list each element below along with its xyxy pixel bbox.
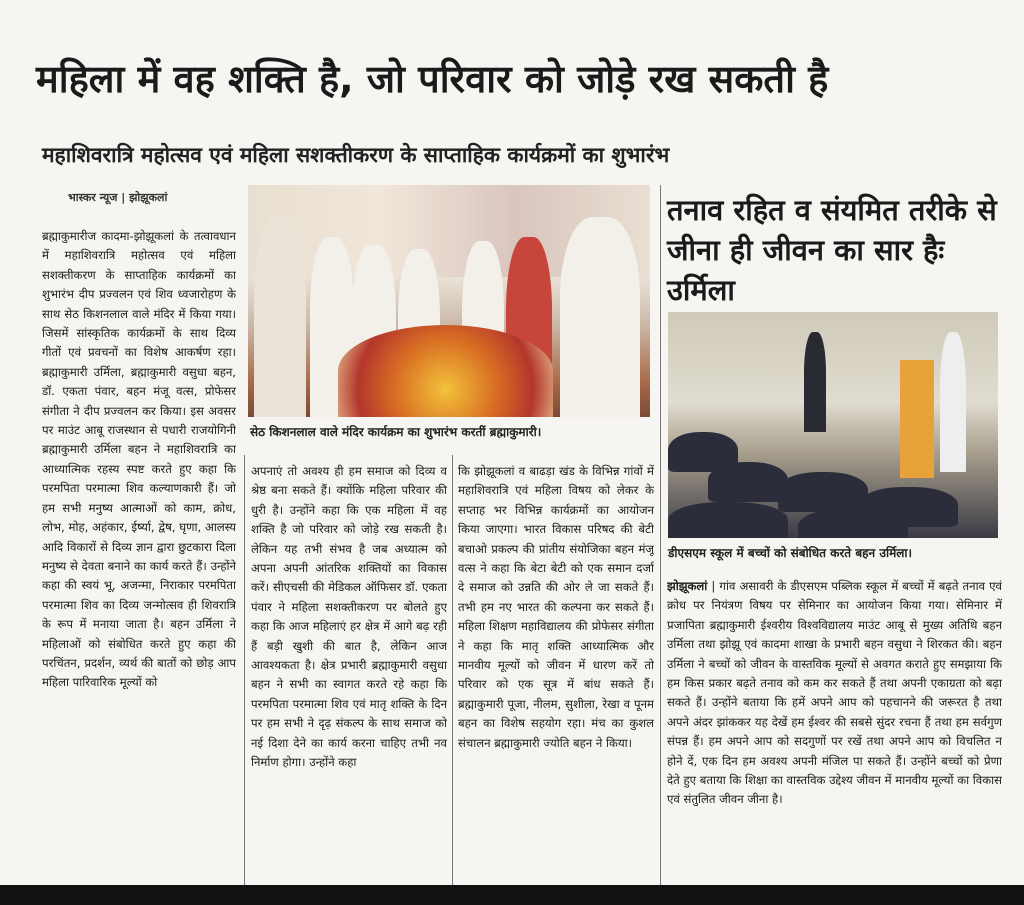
article-column-1: ब्रह्माकुमारीज कादमा-झोझूकलां के तत्वावधान में महाशिवरात्रि महोत्सव एवं महिला सशक्तीकरण के साप्ताहिक कार्यक्रमों का शुभारंभ दीप प्रज्वलन एवं शिव ध्वजारोहण के साथ सेठ किशनलाल वाले मंदिर में किया गया। जिसमें सांस्कृतिक कार्यक्रमों के साथ दिव्य गीतों एवं प्रवचनों का विशेष आकर्षण रहा। ब्रह्माकुमारी उर्मिला, ब्रह्माकुमारी वसुधा बहन, डॉ. एकता पंवार, बहन मंजू वत्स, प्रोफेसर संगीता ने दीप प्रज्वलन कर किया। इस अवसर पर माउंट आबू राजस्थान से पधारी राजयोगिनी ब्रह्माकुमारी उर्मिला बहन ने महाशिवरात्रि का आध्यात्मिक रहस्य स्पष्ट करते हुए कहा कि परमपिता परमात्मा शिव कल्याणकारी हैं। जो हम सभी मनुष्य आत्माओं को काम, क्रोध, लोभ, मोह, अहंकार, ईर्ष्या, द्वेष, घृणा, आलस्य आदि विकारों से दिव्य ज्ञान द्वारा छुटकारा दिला मनुष्य से देवता बनाने का कार्य करते हैं। उन्होंने कहा की स्वयं भू, अजन्मा, निराकार परमपिता परमात्मा शिव का दिव्य जन्मोत्सव ही शिवरात्रि के रूप में मनाया जाता है। बहन उर्मिला ने महिलाओं को संबोधित करते हुए कहा की परचिंतन, प्रदर्शन, व्यर्थ की बातों को छोड़ आप महिला पारिवारिक मूल्यों को [42, 229, 236, 690]
temple-event-photo [248, 185, 650, 417]
adjacent-column-edge [1006, 60, 1024, 580]
photo-caption-school: डीएसएम स्कूल में बच्चों को संबोधित करते बहन उर्मिला। [668, 546, 913, 560]
secondary-headline: तनाव रहित व संयमित तरीके से जीना ही जीवन का सार हैः उर्मिला [667, 193, 997, 307]
photo-caption-temple: सेठ किशनलाल वाले मंदिर कार्यक्रम का शुभारंभ करतीं ब्रह्माकुमारी। [250, 425, 542, 439]
article-column-3: कि झोझूकलां व बाढड़ा खंड के विभिन्न गांवों में महाशिवरात्रि एवं महिला विषय को लेकर के सप्ताह भर विभिन्न कार्यक्रमों का आयोजन किया जाएगा। भारत विकास परिषद की बेटी बचाओ प्रकल्प की प्रांतीय संयोजिका बहन मंजू वत्स ने कहा कि बेटा बेटी को एक समान दर्जा दे समाज को उन्नति की ओर ले जा सकते हैं। तभी हम नए भारत की कल्पना कर सकते हैं। महिला शिक्षण महाविद्यालय की प्रोफेसर संगीता ने कहा कि मातृ शक्ति आध्यात्मिक और मानवीय मूल्यों को जीवन में धारण करें तो परिवार को एक सूत्र में बांध सकते हैं। ब्रह्माकुमारी पूजा, नीलम, सुशीला, रेखा व पूनम बहन का विशेष सहयोग रहा। मंच का कुशल संचालन ब्रह्माकुमारी ज्योति बहन ने किया। [458, 464, 654, 750]
article-column-4-text: गांव असावरी के डीएसएम पब्लिक स्कूल में बच्चों में बढ़ते तनाव एवं क्रोध पर नियंत्रण विषय पर सेमिनार का आयोजन किया गया। सेमिनार में प्रजापिता ब्रह्माकुमारी ईश्वरीय विश्वविद्यालय माउंट आबू से मुख्य अतिथि बहन उर्मिला तथा झोझू एवं कादमा शाखा के प्रभारी बहन वसुधा ने शिरकत की। बहन उर्मिला ने बच्चों को जीवन के वास्तविक मूल्यों से अवगत कराते हुए समझाया कि हम किस प्रकार बढ़ते तनाव को कम कर सकते हैं तथा अपनी एकाग्रता को बढ़ा सकते हैं। उन्होंने बताया कि हमें अपने आप को पहचानने की जरूरत है तथा अपने अंदर झांककर यह देखें हम ईश्वर की सबसे सुंदर रचना हैं तथा हम सर्वगुण संपन्न हैं। हम अपने आप को सदगुणों पर रखें तथा अपने आप को विचलित न होने दें, एक दिन हम अवश्य अपनी मंजिल पा सकते हैं। उन्होंने बच्चों को प्रेणा देते हुए बताया कि शिक्षा का वास्तविक उद्देश्य जीवन में मानवीय मूल्यों का विकास एवं संतुलित जीवन जीना है। [667, 579, 1002, 807]
school-seminar-photo [668, 312, 998, 538]
article-column-4: झोझूकलां | गांव असावरी के डीएसएम पब्लिक स्कूल में बच्चों में बढ़ते तनाव एवं क्रोध पर नियंत्रण विषय पर सेमिनार का आयोजन किया गया। सेमिनार में प्रजापिता ब्रह्माकुमारी ईश्वरीय विश्वविद्यालय माउंट आबू से मुख्य अतिथि बहन उर्मिला तथा झोझू एवं कादमा शाखा के प्रभारी बहन वसुधा ने शिरकत की। बहन उर्मिला ने बच्चों को जीवन के वास्तविक मूल्यों से अवगत कराते हुए समझाया कि हम किस प्रकार बढ़ते तनाव को कम कर सकते हैं तथा अपनी एकाग्रता को बढ़ा सकते हैं। उन्होंने बताया कि हमें अपने आप को पहचानने की जरूरत है तथा अपने अंदर झांककर यह देखें हम ईश्वर की सबसे सुंदर रचना हैं तथा हम सर्वगुण संपन्न हैं। हम अपने आप को सदगुणों पर रखें तथा अपने आप को विचलित न होने दें, एक दिन हम अवश्य अपनी मंजिल पा सकते हैं। उन्होंने बच्चों को प्रेणा देते हुए बताया कि शिक्षा का वास्तविक उद्देश्य जीवन में मानवीय मूल्यों का विकास एवं संतुलित जीवन जीना है। [667, 579, 1002, 807]
subheadline: महाशिवरात्रि महोत्सव एवं महिला सशक्तीकरण के साप्ताहिक कार्यक्रमों का शुभारंभ [42, 143, 670, 167]
byline: भास्कर न्यूज | झोझूकलां [68, 191, 168, 204]
article-column-2: अपनाएं तो अवश्य ही हम समाज को दिव्य व श्रेष्ठ बना सकते हैं। क्योंकि महिला परिवार की धुरी है। उन्होंने कहा कि एक महिला में वह शक्ति है जो परिवार को जोड़े रख सकती है। लेकिन यह तभी संभव है जब अध्यात्म को अपना अपनी आंतरिक शक्तियों का विकास करें। सीएचसी की मेडिकल ऑफिसर डॉ. एकता पंवार ने महिला सशक्तीकरण पर बोलते हुए कहा कि आज महिलाएं हर क्षेत्र में आगे बढ़ रही हैं बड़ी खुशी की बात है, लेकिन आज आवश्यकता है। क्षेत्र प्रभारी ब्रह्माकुमारी वसुधा बहन ने सभी का स्वागत करते रहे कहा कि परमपिता परमात्मा शिव एवं मातृ शक्ति के दिन पर हम सभी ने दृढ़ संकल्प के साथ समाज को नई दिशा देने का कार्य करना चाहिए तभी नव निर्माण होगा। उन्होंने कहा [251, 464, 447, 770]
headline: महिला में वह शक्ति है, जो परिवार को जोड़े रख सकती है [36, 57, 829, 101]
bottom-edge [0, 885, 1024, 905]
dateline: झोझूकलां [667, 579, 708, 593]
